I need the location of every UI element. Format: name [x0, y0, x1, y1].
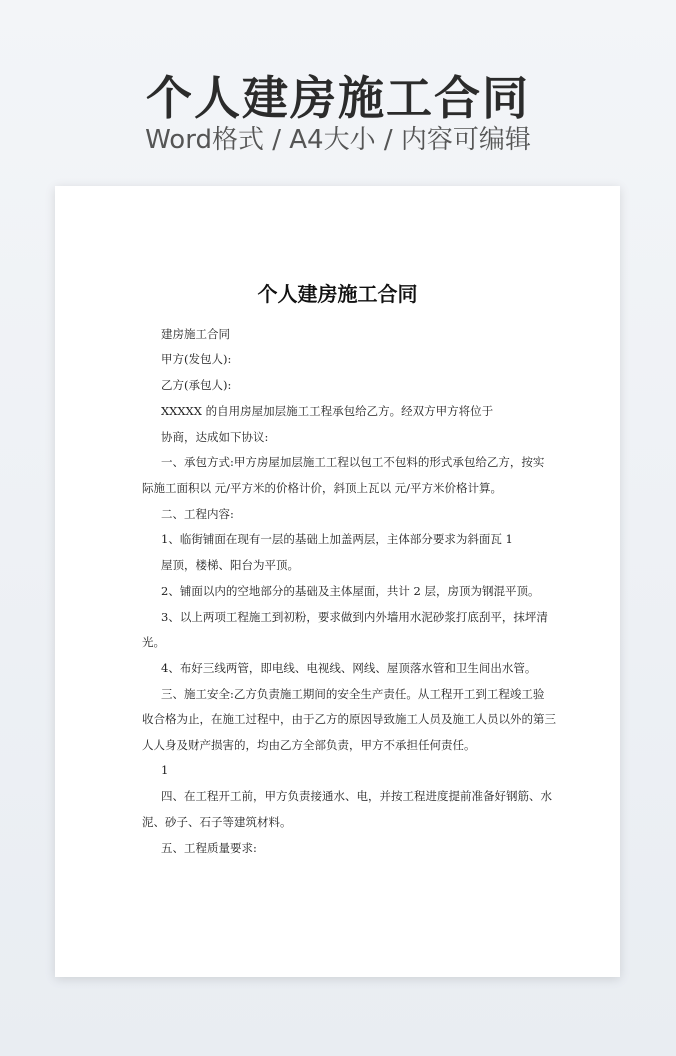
document-title: 个人建房施工合同	[257, 282, 418, 306]
doc-line: 一、承包方式:甲方房屋加层施工工程以包工不包料的形式承包给乙方，按实	[161, 455, 545, 469]
doc-line: 五、工程质量要求:	[161, 841, 257, 855]
doc-line: 甲方(发包人):	[161, 352, 232, 366]
doc-line: 乙方(承包人):	[161, 378, 232, 392]
doc-line: 3、以上两项工程施工到初粉，要求做到内外墙用水泥砂浆打底刮平，抹坪清	[161, 610, 548, 624]
doc-line: 光。	[142, 635, 165, 649]
doc-line: 三、施工安全:乙方负责施工期间的安全生产责任。从工程开工到工程竣工验	[161, 687, 545, 701]
doc-line: 人人身及财产损害的，均由乙方全部负责，甲方不承担任何责任。	[142, 738, 476, 752]
doc-line: 1、临街铺面在现有一层的基础上加盖两层，主体部分要求为斜面瓦 1	[161, 532, 513, 546]
banner-title: 个人建房施工合同	[146, 71, 530, 125]
doc-line: 2、铺面以内的空地部分的基础及主体屋面，共计 2 层，房顶为钢混平顶。	[161, 584, 540, 598]
doc-line: 屋顶，楼梯、阳台为平顶。	[161, 558, 299, 572]
doc-line: 建房施工合同	[161, 327, 230, 341]
document-page	[55, 186, 620, 977]
doc-line: 际施工面积以 元/平方米的价格计价，斜顶上瓦以 元/平方米价格计算。	[142, 481, 503, 495]
doc-line: 二、工程内容:	[161, 507, 234, 521]
doc-line: 4、布好三线两管，即电线、电视线、网线、屋顶落水管和卫生间出水管。	[161, 661, 537, 675]
banner-subtitle: Word格式 / A4大小 / 内容可编辑	[145, 125, 531, 155]
doc-line: 协商，达成如下协议:	[161, 430, 269, 444]
doc-line: XXXXX 的自用房屋加层施工工程承包给乙方。经双方甲方将位于	[161, 404, 494, 418]
doc-line: 收合格为止，在施工过程中，由于乙方的原因导致施工人员及施工人员以外的第三	[142, 712, 556, 726]
doc-line: 四、在工程开工前，甲方负责接通水、电，并按工程进度提前准备好钢筋、水	[161, 789, 552, 803]
doc-line: 泥、砂子、石子等建筑材料。	[142, 815, 292, 829]
doc-line: 1	[161, 763, 169, 777]
